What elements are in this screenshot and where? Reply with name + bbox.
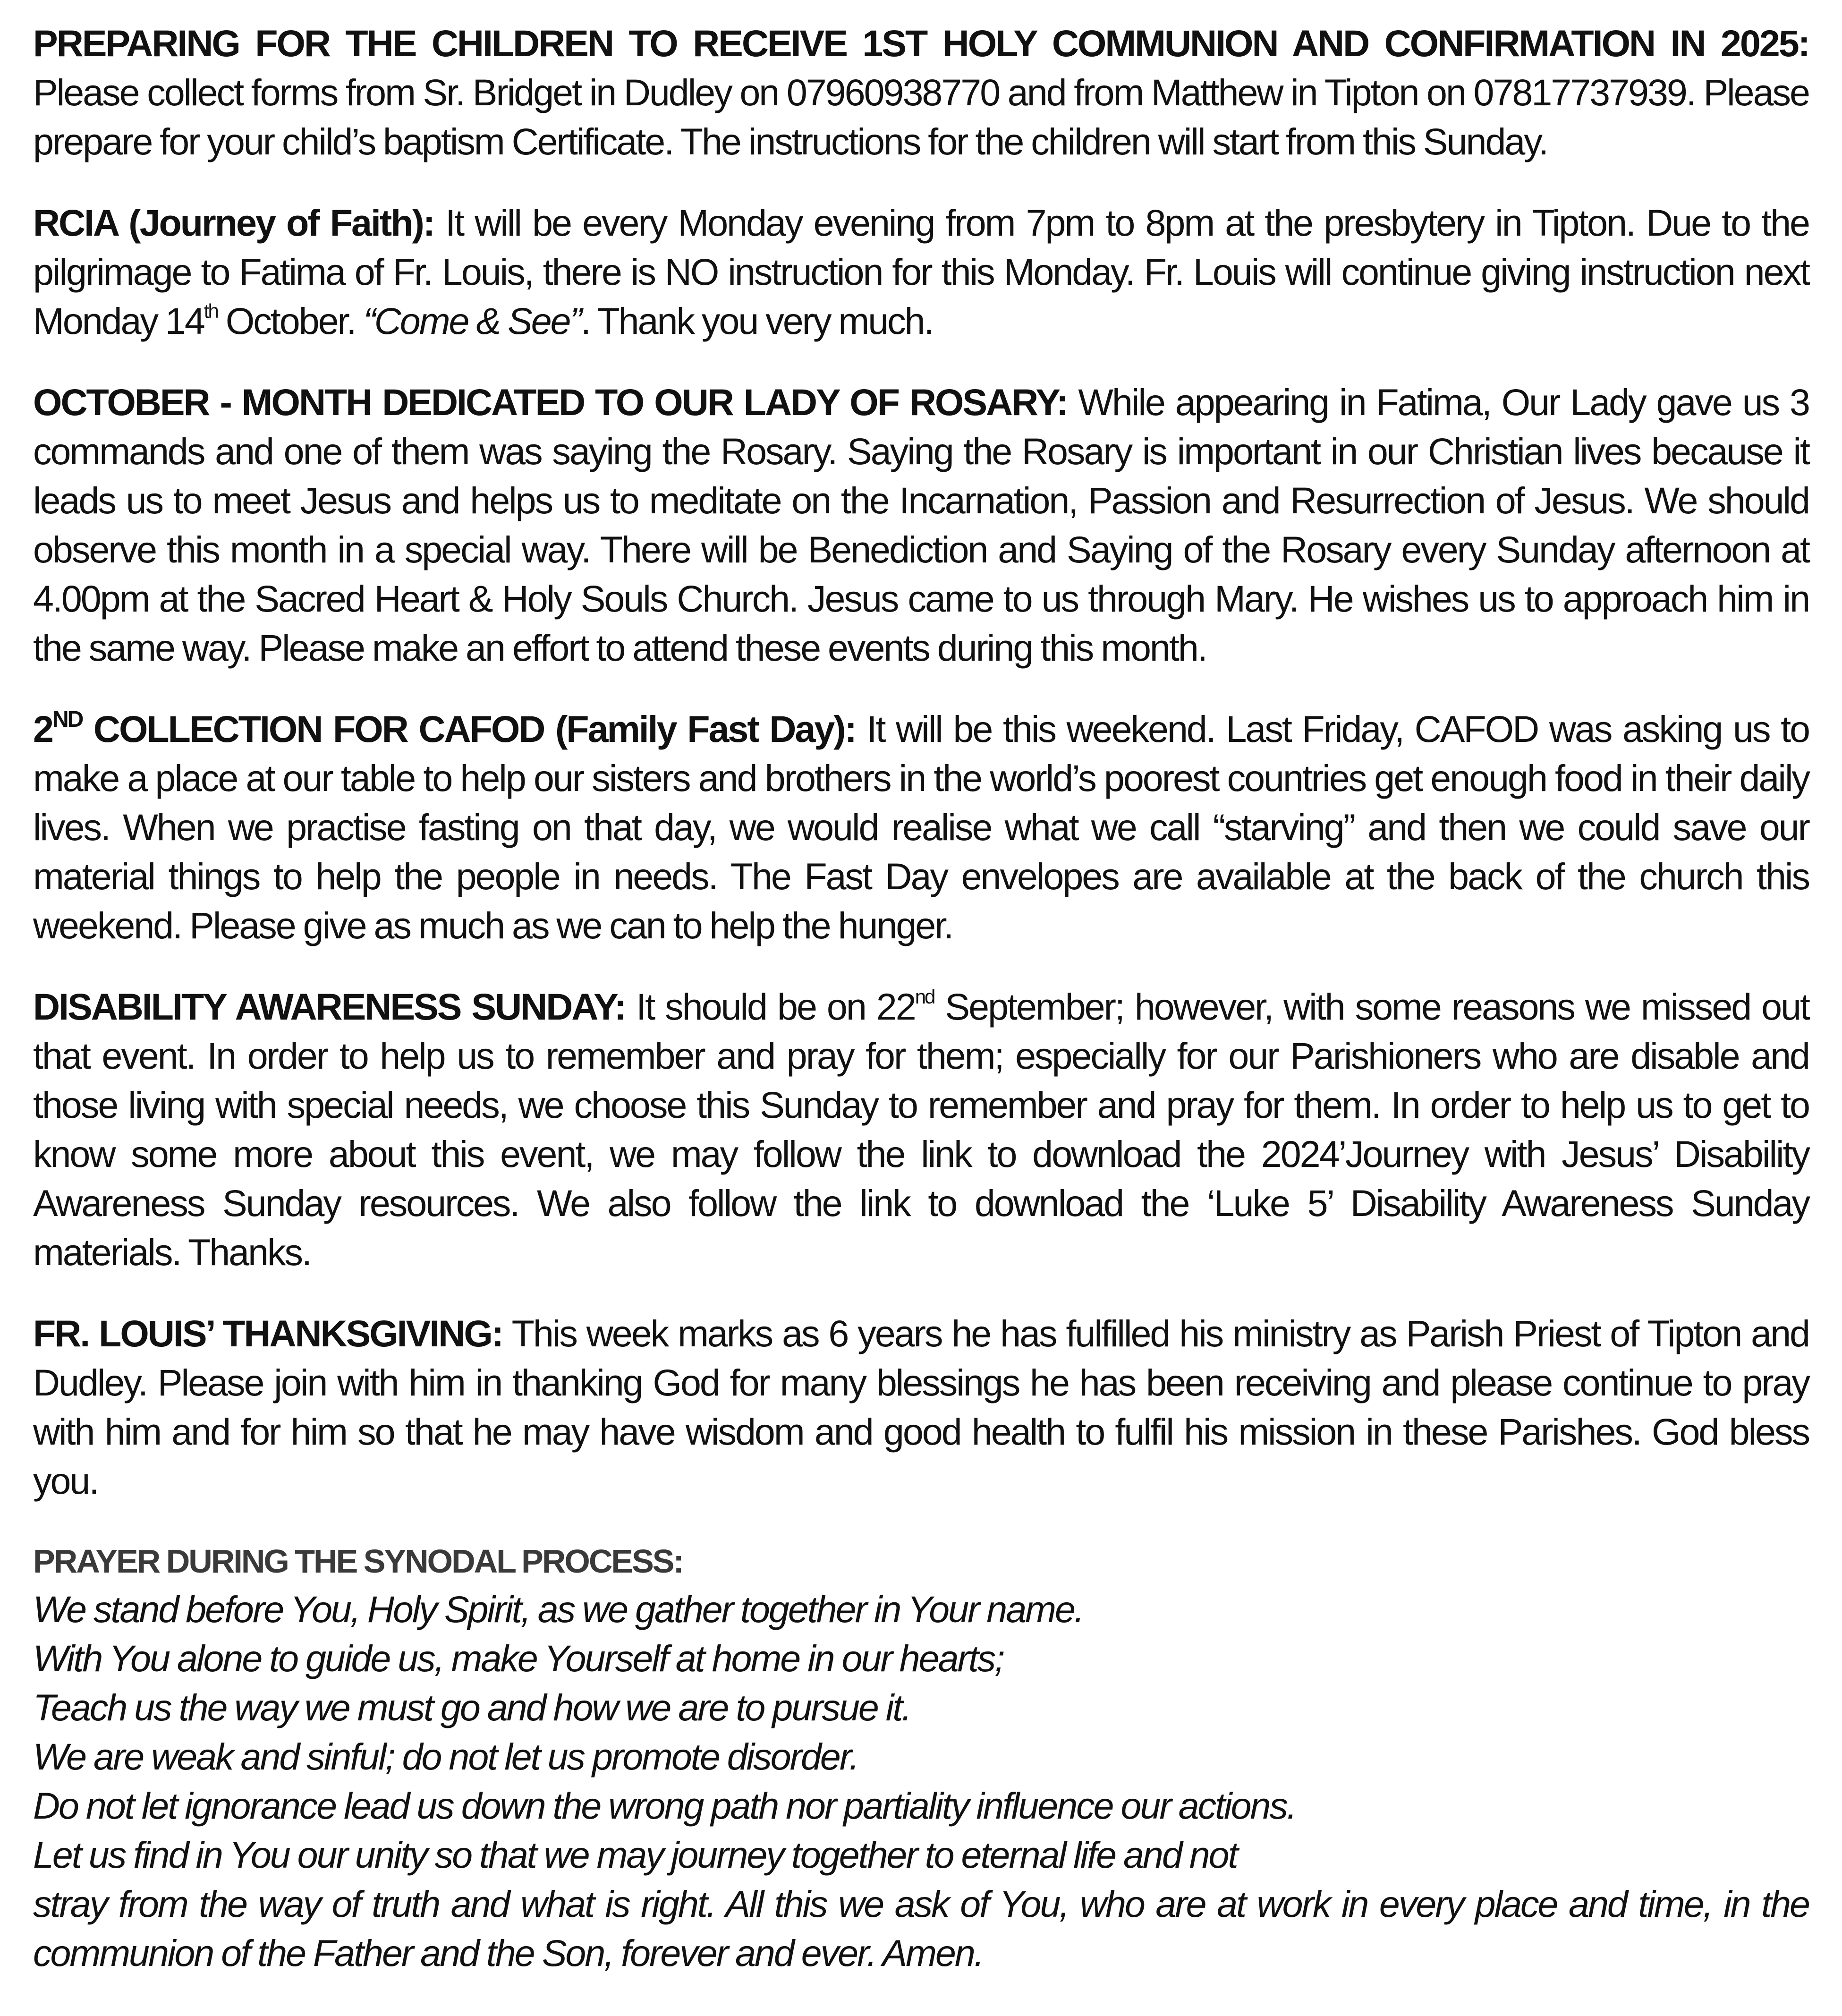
synodal-prayer <box>33 1538 1809 1978</box>
prayer-line: Do not let ignorance lead us down the wrong path nor partiality influence our actions. <box>33 1785 1296 1827</box>
notice-body: It should be on 22 <box>636 986 915 1028</box>
prayer-line: Let us find in You our unity so that we may journey together to eternal life and not <box>33 1834 1237 1876</box>
newsletter-page <box>33 19 1809 1978</box>
heading-text: COLLECTION FOR CAFOD (Family Fast Day): <box>82 708 856 750</box>
ordinal-suffix: th <box>204 300 218 322</box>
notice-heading <box>33 708 856 750</box>
notice-body: It will be every Monday evening from 7pm to 8pm at the presbytery in Tipton. Due to the pilgrimage to Fatima of Fr. Louis, there is NO instruction for this Monday. Fr. Louis will continue giving instruction next Monday 14 <box>33 202 1809 342</box>
notice-body: It will be this weekend. Last Friday, CAFOD was asking us to make a place at our table to help our sisters and brothers in the world’s poorest countries get enough food in their daily lives. When we practise fasting on that day, we would realise what we call “starving” and then we could save our material things to help the people in needs. The Fast Day envelopes are available at the back of the church this weekend. Please give as much as we can to help the hunger. <box>33 708 1809 946</box>
notice-heading: DISABILITY AWARENESS SUNDAY: <box>33 986 626 1028</box>
ordinal-suffix: ND <box>52 707 83 732</box>
notice-october-rosary <box>33 378 1809 672</box>
notice-heading: PREPARING FOR THE CHILDREN TO RECEIVE 1ST HOLY COMMUNION AND CONFIRMATION IN 2025: <box>33 22 1809 64</box>
prayer-heading: PRAYER DURING THE SYNODAL PROCESS: <box>33 1543 683 1580</box>
notice-body: October. <box>217 300 364 342</box>
prayer-line: stray from the way of truth and what is right. All this we ask of You, who are at work in every place and time, in the communion of the Father and the Son, forever and ever. Amen. <box>33 1883 1809 1974</box>
notice-first-communion <box>33 19 1809 166</box>
prayer-line: Teach us the way we must go and how we are to pursue it. <box>33 1686 911 1728</box>
notice-heading: OCTOBER - MONTH DEDICATED TO OUR LADY OF ROSARY: <box>33 381 1068 423</box>
notice-body: Please collect forms from Sr. Bridget in Dudley on 07960938770 and from Matthew in Tipton on 07817737939. Please prepare for your child’s baptism Certificate. The instructions for the children will start from this Sunday. <box>33 71 1809 162</box>
quote-text: “Come & See” <box>363 300 581 342</box>
notice-body: This week marks as 6 years he has fulfilled his ministry as Parish Priest of Tipton and Dudley. Please join with him in thanking God for many blessings he has been receiving and please continue to pray with him and for him so that he may have wisdom and good health to fulfil his mission in these Parishes. God bless you. <box>33 1312 1809 1502</box>
notice-body: September; however, with some reasons we missed out that event. In order to help us to remember and pray for them; especially for our Parishioners who are disable and those living with special needs, we choose this Sunday to remember and pray for them. In order to help us to get to know some more about this event, we may follow the link to download the 2024’Journey with Jesus’ Disability Awareness Sunday resources. We also follow the link to download the ‘Luke 5’ Disability Awareness Sunday materials. Thanks. <box>33 986 1809 1273</box>
notice-body: . Thank you very much. <box>580 300 933 342</box>
notice-cafod-collection <box>33 705 1809 950</box>
prayer-line: We stand before You, Holy Spirit, as we gather together in Your name. <box>33 1588 1083 1630</box>
notice-body: While appearing in Fatima, Our Lady gave us 3 commands and one of them was saying the Rosary. Saying the Rosary is important in our Christian lives because it leads us to meet Jesus and helps us to meditate on the Incarnation, Passion and Resurrection of Jesus. We should observe this month in a special way. There will be Benediction and Saying of the Rosary every Sunday afternoon at 4.00pm at the Sacred Heart & Holy Souls Church. Jesus came to us through Mary. He wishes us to approach him in the same way. Please make an effort to attend these events during this month. <box>33 381 1809 669</box>
ordinal-suffix: nd <box>915 986 934 1008</box>
notice-heading: RCIA (Journey of Faith): <box>33 202 434 244</box>
prayer-line: With You alone to guide us, make Yourself at home in our hearts; <box>33 1637 1004 1679</box>
notice-disability-sunday <box>33 982 1809 1277</box>
notice-rcia <box>33 198 1809 346</box>
notice-heading: FR. LOUIS’ THANKSGIVING: <box>33 1312 503 1354</box>
notice-thanksgiving <box>33 1309 1809 1506</box>
heading-number: 2 <box>33 708 52 750</box>
prayer-line: We are weak and sinful; do not let us promote disorder. <box>33 1735 858 1778</box>
